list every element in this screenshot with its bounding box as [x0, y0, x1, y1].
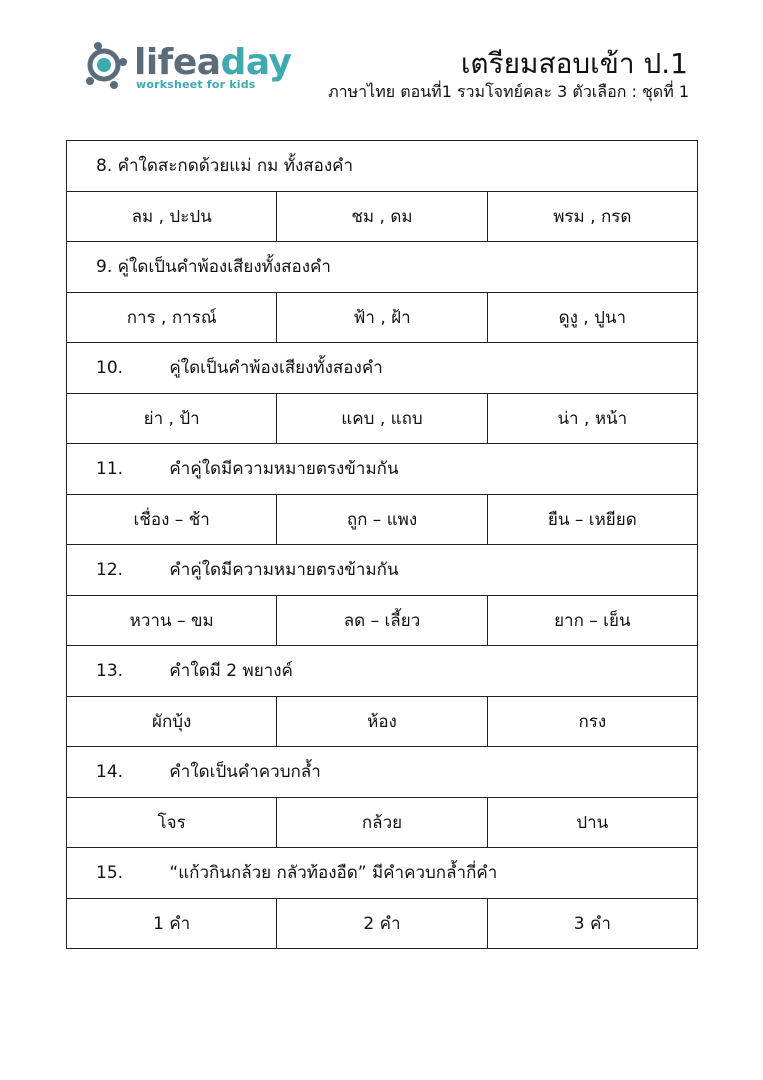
option-c[interactable]: กรง: [487, 696, 697, 747]
option-c[interactable]: ยาก – เย็น: [487, 595, 697, 646]
question-cell: [67, 747, 698, 798]
option-b[interactable]: ลด – เลี้ยว: [277, 595, 487, 646]
question-cell: [67, 545, 698, 596]
question-number: 15.: [96, 863, 124, 884]
option-a[interactable]: หวาน – ขม: [67, 595, 277, 646]
question-cell: [67, 444, 698, 495]
options-row: [67, 696, 698, 747]
molecule-logo-icon: [82, 40, 132, 90]
question-row: [67, 343, 698, 394]
option-b[interactable]: แคบ , แถบ: [277, 393, 487, 444]
option-a[interactable]: ย่า , ป้า: [67, 393, 277, 444]
question-text: คำใดมี 2 พยางค์: [169, 661, 293, 682]
question-table: [66, 140, 698, 949]
question-number: 8.: [96, 156, 113, 177]
option-a[interactable]: เชื่อง – ช้า: [67, 494, 277, 545]
question-cell: [67, 343, 698, 394]
option-a[interactable]: 1 คำ: [67, 898, 277, 949]
option-a[interactable]: การ , การณ์: [67, 292, 277, 343]
question-text: คำใดเป็นคำควบกล้ำ: [169, 762, 321, 783]
options-row: [67, 898, 698, 949]
lifeaday-logo: [82, 40, 292, 92]
option-c[interactable]: ยืน – เหยียด: [487, 494, 697, 545]
option-c[interactable]: ดูงู , ปูนา: [487, 292, 697, 343]
logo-tagline: worksheet for kids: [136, 78, 256, 91]
option-c[interactable]: พรม , กรด: [487, 191, 697, 242]
question-cell: [67, 141, 698, 192]
option-a[interactable]: โจร: [67, 797, 277, 848]
question-row: [67, 444, 698, 495]
question-number: 11.: [96, 459, 124, 480]
options-row: [67, 292, 698, 343]
question-number: 14.: [96, 762, 124, 783]
options-row: [67, 595, 698, 646]
options-row: [67, 494, 698, 545]
option-b[interactable]: ชม , ดม: [277, 191, 487, 242]
option-a[interactable]: ลม , ปะปน: [67, 191, 277, 242]
question-row: [67, 141, 698, 192]
question-cell: [67, 848, 698, 899]
question-number: 13.: [96, 661, 124, 682]
option-c[interactable]: 3 คำ: [487, 898, 697, 949]
options-row: [67, 797, 698, 848]
question-cell: [67, 646, 698, 697]
options-row: [67, 191, 698, 242]
question-number: 12.: [96, 560, 124, 581]
question-text: คำคู่ใดมีความหมายตรงข้ามกัน: [169, 459, 399, 480]
question-text: คำคู่ใดมีความหมายตรงข้ามกัน: [169, 560, 399, 581]
question-row: [67, 545, 698, 596]
question-text: “แก้วกินกล้วย กลัวท้องอืด” มีคำควบกล้ำกี่คำ: [169, 863, 498, 884]
worksheet-title: เตรียมสอบเข้า ป.1: [460, 47, 688, 80]
question-text: คำใดสะกดด้วยแม่ กม ทั้งสองคำ: [117, 156, 354, 177]
question-number: 10.: [96, 358, 124, 379]
option-b[interactable]: ฟ้า , ฝ้า: [277, 292, 487, 343]
option-c[interactable]: น่า , หน้า: [487, 393, 697, 444]
option-b[interactable]: 2 คำ: [277, 898, 487, 949]
logo-wordmark: lifeaday: [134, 42, 292, 83]
option-b[interactable]: ถูก – แพง: [277, 494, 487, 545]
question-row: [67, 646, 698, 697]
option-c[interactable]: ปาน: [487, 797, 697, 848]
question-number: 9.: [96, 257, 113, 278]
question-text: คู่ใดเป็นคำพ้องเสียงทั้งสองคำ: [169, 358, 383, 379]
question-cell: [67, 242, 698, 293]
question-row: [67, 747, 698, 798]
option-a[interactable]: ผักบุ้ง: [67, 696, 277, 747]
worksheet-subtitle: ภาษาไทย ตอนที่1 รวมโจทย์คละ 3 ตัวเลือก : ชุดที่ 1: [328, 82, 689, 101]
option-b[interactable]: ห้อง: [277, 696, 487, 747]
question-row: [67, 242, 698, 293]
options-row: [67, 393, 698, 444]
question-row: [67, 848, 698, 899]
option-b[interactable]: กล้วย: [277, 797, 487, 848]
question-text: คู่ใดเป็นคำพ้องเสียงทั้งสองคำ: [117, 257, 331, 278]
